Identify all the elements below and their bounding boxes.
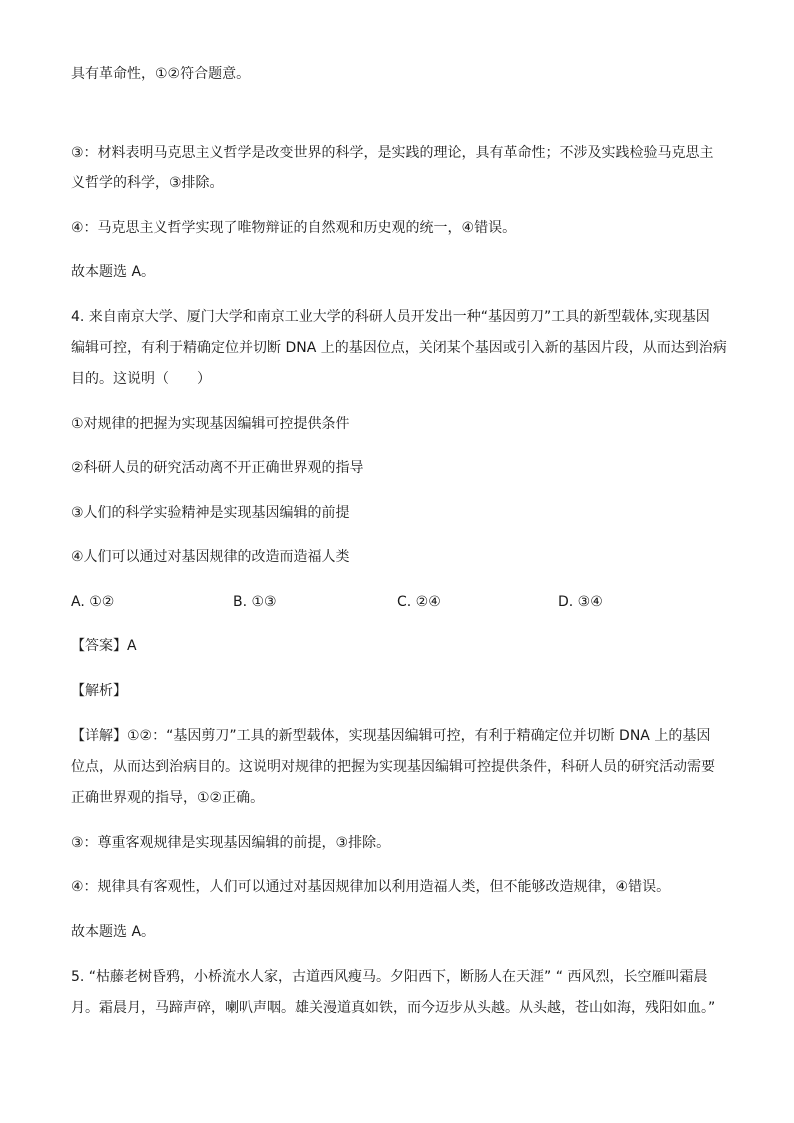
text-line: ④：马克思主义哲学实现了唯物辩证的自然观和历史观的统一，④错误。	[71, 220, 517, 236]
answer-summary: 故本题选 A。	[71, 264, 156, 280]
option-d: D. ③④	[558, 594, 603, 610]
explanation-line: 正确世界观的指导，①②正确。	[71, 790, 265, 806]
statement-item: ①对规律的把握为实现基因编辑可控提供条件	[71, 416, 350, 432]
explanation-line: 【详解】①②：“基因剪刀”工具的新型载体，实现基因编辑可控，有利于精确定位并切断 DNA 上的基因	[71, 728, 711, 744]
option-b: B. ①③	[233, 594, 277, 610]
statement-item: ③人们的科学实验精神是实现基因编辑的前提	[71, 505, 350, 521]
statement-item: ②科研人员的研究活动离不开正确世界观的指导	[71, 460, 364, 476]
option-a: A. ①②	[71, 594, 115, 610]
question-5-stem: 月。霜晨月，马蹄声碎，喇叭声咽。雄关漫道真如铁，而今迈步从头越。从头越，苍山如海，残阳如血。”	[71, 1000, 716, 1016]
answer-summary: 故本题选 A。	[71, 924, 156, 940]
answer-label: 【答案】A	[71, 638, 137, 654]
question-4-stem: 4. 来自南京大学、厦门大学和南京工业大学的科研人员开发出一种“基因剪刀”工具的新型载体,实现基因	[71, 309, 710, 325]
question-5-stem: 5. “枯藤老树昏鸦，小桥流水人家，古道西风瘦马。夕阳西下，断肠人在天涯” “ 西风烈，长空雁叫霜晨	[71, 969, 708, 985]
explanation-line: 位点，从而达到治病目的。这说明对规律的把握为实现基因编辑可控提供条件，科研人员的研究活动需要	[71, 759, 715, 775]
option-c: C. ②④	[397, 594, 441, 610]
explanation-line: ③：尊重客观规律是实现基因编辑的前提，③排除。	[71, 835, 391, 851]
question-4-stem: 目的。这说明（ ）	[71, 371, 211, 387]
analysis-label: 【解析】	[71, 683, 127, 699]
explanation-line: ④：规律具有客观性，人们可以通过对基因规律加以利用造福人类，但不能够改造规律，④错误。	[71, 879, 671, 895]
text-line: 义哲学的科学，③排除。	[71, 175, 224, 191]
answer-options	[71, 592, 731, 612]
question-4-stem: 编辑可控，有利于精确定位并切断 DNA 上的基因位点，关闭某个基因或引入新的基因片段，从而达到治病	[71, 340, 727, 356]
text-line: ③：材料表明马克思主义哲学是改变世界的科学，是实践的理论，具有革命性；不涉及实践检验马克思主	[71, 145, 714, 161]
text-line: 具有革命性，①②符合题意。	[71, 66, 251, 82]
statement-item: ④人们可以通过对基因规律的改造而造福人类	[71, 549, 350, 565]
